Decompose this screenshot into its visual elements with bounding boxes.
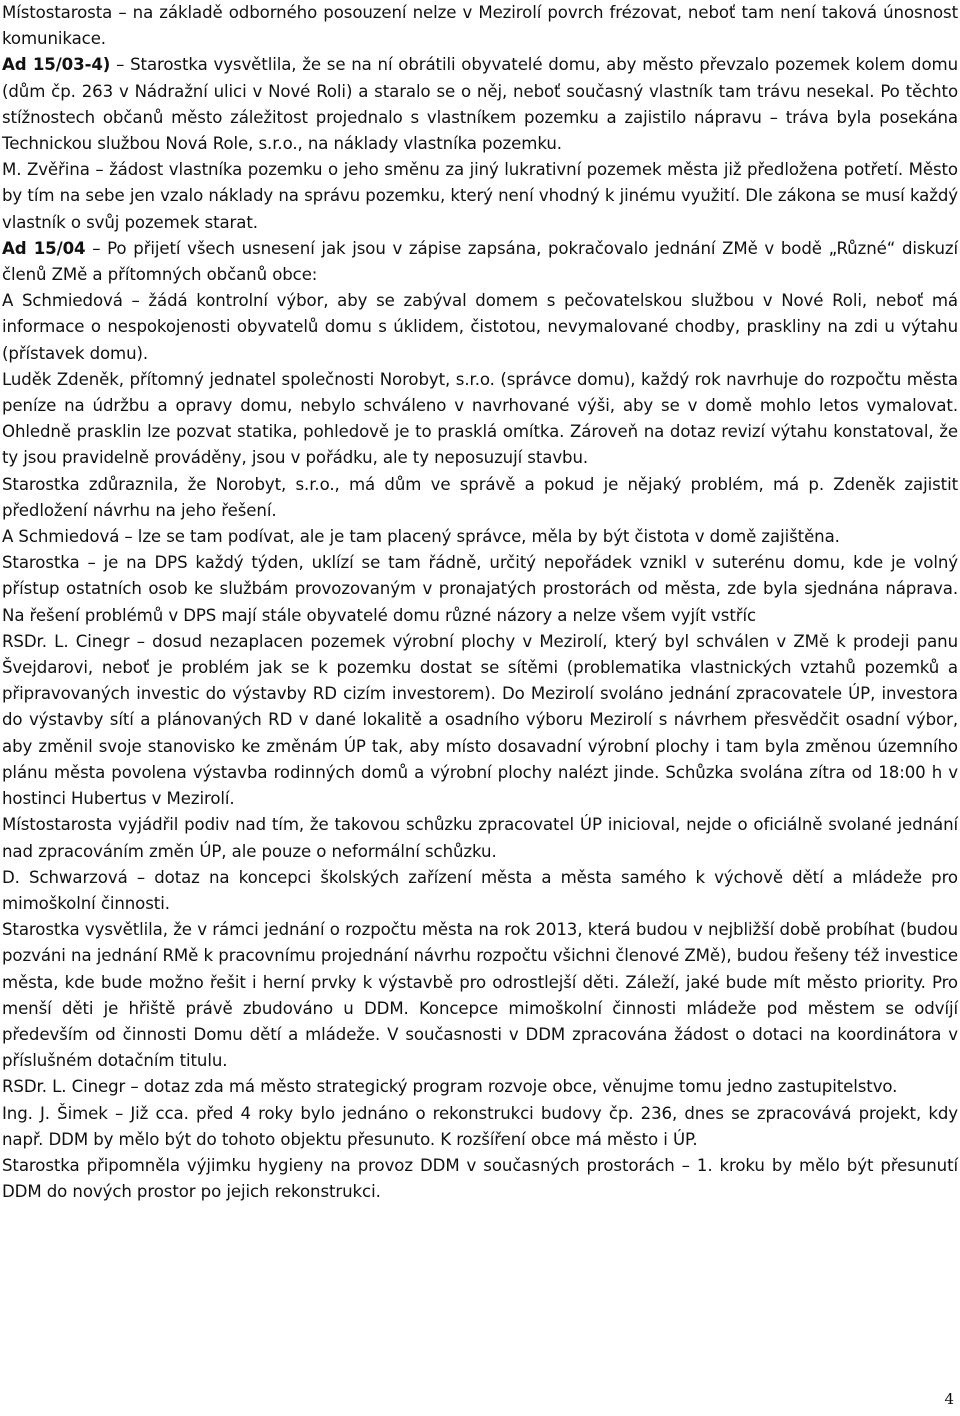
- paragraph-lead: Ad 15/04: [2, 238, 86, 258]
- paragraph-11: [2, 812, 958, 864]
- paragraph-16: [2, 1153, 958, 1205]
- paragraph-9: [2, 550, 958, 629]
- paragraph-text: Starostka připomněla výjimku hygieny na provoz DDM v současných prostorách – 1. kroku by mělo být přesunutí DDM do nových prostor po jejich rekonstrukci.: [2, 1155, 958, 1202]
- paragraph-12: [2, 865, 958, 917]
- paragraph-7: [2, 472, 958, 524]
- paragraph-text: A Schmiedová – žádá kontrolní výbor, aby se zabýval domem s pečovatelskou službou v Nové Roli, neboť má informace o nespokojenosti obyvatelů domu s úklidem, čistotou, nevymalované chodby, praskliny na zdi u výtahu (přístavek domu).: [2, 291, 958, 363]
- page-number: 4: [944, 1390, 954, 1408]
- paragraph-text: – Starostka vysvětlila, že se na ní obrátili obyvatelé domu, aby město převzalo pozemek kolem domu (dům čp. 263 v Nádražní ulici v Nové Roli) a staralo se o něj, neboť současný vlastník tam trávu nesekal. Po těchto stížnostech občanů město záležitost projednalo s vlastníkem pozemku a zajistilo nápravu – tráva byla posekána Technickou službou Nová Role, s.r.o., na náklady vlastníka pozemku.: [2, 55, 958, 154]
- paragraph-14: [2, 1074, 958, 1100]
- paragraph-4: [2, 236, 958, 288]
- paragraph-text: – Po přijetí všech usnesení jak jsou v zápise zapsána, pokračovalo jednání ZMě v bodě „Různé“ diskuzí členů ZMě a přítomných občanů obce:: [2, 238, 958, 285]
- paragraph-2: [2, 52, 958, 157]
- paragraph-15: [2, 1101, 958, 1153]
- paragraph-8: [2, 524, 958, 550]
- paragraph-lead: Ad 15/03-4): [2, 55, 111, 75]
- paragraph-text: Starostka zdůraznila, že Norobyt, s.r.o., má dům ve správě a pokud je nějaký problém, má p. Zdeněk zajistit předložení návrhu na jeho řešení.: [2, 474, 958, 520]
- paragraph-text: Místostarosta – na základě odborného posouzení nelze v Mezirolí povrch frézovat, neboť tam není taková únosnost komunikace.: [2, 3, 958, 49]
- paragraph-text: Starostka vysvětlila, že v rámci jednání o rozpočtu města na rok 2013, která budou v nejbližší době probíhat (budou pozváni na jednání RMě k pracovnímu projednání návrhu rozpočtu všichni členové ZMě), budou řešeny též investice města, kde bude možno řešit i herní prvky k výstavbě pro odrostlejší děti. Záleží, jaké bude mít město priority. Pro menší děti je hřiště právě zbudováno u DDM. Koncepce mimoškolní činnosti mládeže pod městem se odvíjí především od činnosti Domu dětí a mládeže. V současnosti v DDM zpracována žádost o dotaci na koordinátora v příslušném dotačním titulu.: [2, 920, 958, 1071]
- paragraph-text: D. Schwarzová – dotaz na koncepci školských zařízení města a města samého k výchově dětí a mládeže pro mimoškolní činnosti.: [2, 867, 958, 913]
- paragraph-10: [2, 629, 958, 812]
- paragraph-text: RSDr. L. Cinegr – dotaz zda má město strategický program rozvoje obce, věnujme tomu jedno zastupitelstvo.: [2, 1077, 898, 1097]
- paragraph-3: [2, 157, 958, 236]
- paragraph-6: [2, 367, 958, 472]
- paragraph-text: Místostarosta vyjádřil podiv nad tím, že takovou schůzku zpracovatel ÚP inicioval, nejde o oficiálně svolané jednání nad zpracováním změn ÚP, ale pouze o neformální schůzku.: [2, 815, 958, 861]
- paragraph-13: [2, 917, 958, 1074]
- paragraph-1: [2, 0, 958, 52]
- paragraph-text: Luděk Zdeněk, přítomný jednatel společnosti Norobyt, s.r.o. (správce domu), každý rok navrhuje do rozpočtu města peníze na údržbu a opravy domu, nebylo schváleno v navrhované výši, aby se v domě mohlo letos vymalovat. Ohledně prasklin lze pozvat statika, pohledově je to prasklá omítka. Zároveň na dotaz revizí výtahu konstatoval, že ty jsou pravidelně prováděny, jsou v pořádku, ale ty neposuzují stavbu.: [2, 369, 958, 468]
- paragraph-text: M. Zvěřina – žádost vlastníka pozemku o jeho směnu za jiný lukrativní pozemek města již předložena potřetí. Město by tím na sebe jen vzalo náklady na správu pozemku, který není vhodný k jinému využití. Dle zákona se musí každý vlastník o svůj pozemek starat.: [2, 160, 958, 232]
- paragraph-text: A Schmiedová – lze se tam podívat, ale je tam placený správce, měla by být čistota v domě zajištěna.: [2, 527, 840, 547]
- paragraph-text: Ing. J. Šimek – Již cca. před 4 roky bylo jednáno o rekonstrukci budovy čp. 236, dnes se zpracovává projekt, kdy např. DDM by mělo být do tohoto objektu přesunuto. K rozšíření obce má město i ÚP.: [2, 1103, 958, 1149]
- paragraph-text: Starostka – je na DPS každý týden, uklízí se tam řádně, určitý nepořádek vznikl v suterénu domu, kde je volný přístup ostatních osob ke službám provozovaným v pronajatých prostorách od města, zde byla sjednána náprava. Na řešení problémů v DPS mají stále obyvatelé domu různé názory a nelze všem vyjít vstříc: [2, 553, 958, 625]
- paragraph-5: [2, 288, 958, 367]
- paragraph-text: RSDr. L. Cinegr – dosud nezaplacen pozemek výrobní plochy v Mezirolí, který byl schválen v ZMě k prodeji panu Švejdarovi, neboť je problém jak se k pozemku dostat se sítěmi (problematika vlastnických vztahů pozemků a připravovaných investic do výstavby RD cizím investorem). Do Mezirolí svoláno jednání zpracovatele ÚP, investora do výstavby sítí a plánovaných RD v dané lokalitě a osadního výboru Mezirolí s návrhem přesvědčit osadní výbor, aby změnil svoje stanovisko ke změnám ÚP tak, aby místo dosavadní výrobní plochy i tam byla změnou územního plánu města povolena výstavba rodinných domů a výrobní plochy nalézt jinde. Schůzka svolána zítra od 18:00 h v hostinci Hubertus v Mezirolí.: [2, 631, 958, 809]
